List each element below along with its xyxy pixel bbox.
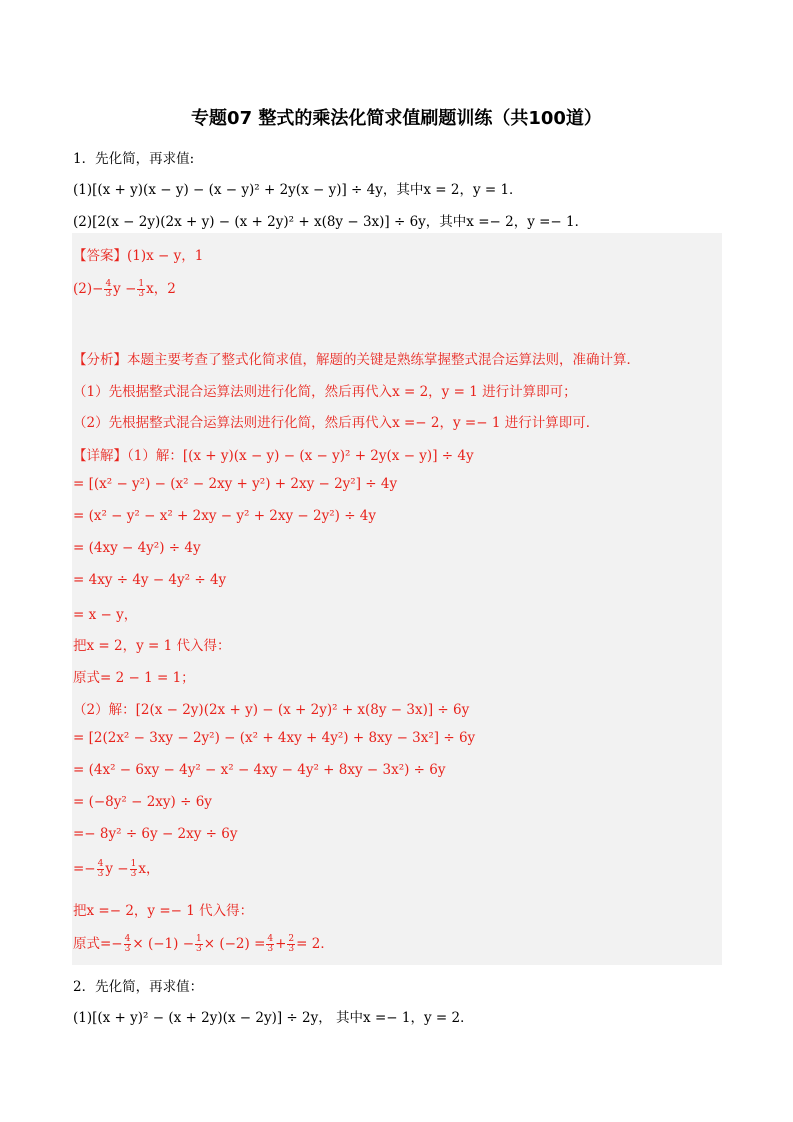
fraction-2-3: $\frac{2}{3}$	[288, 934, 295, 954]
fraction-4-3: $\frac{4}{3}$	[97, 859, 104, 879]
problem-2-part-1: (1)[(x + y)² − (x + 2y)(x − 2y)] ÷ 2y， 其中x =− 1，y = 2．	[73, 1010, 474, 1026]
answer-line-1: 【答案】(1)x − y，1	[73, 248, 204, 264]
detail-1-line-4: = (4xy − 4y²) ÷ 4y	[73, 540, 201, 556]
detail-2-line-2: = [2(2x² − 3xy − 2y²) − (x² + 4xy + 4y²) + 8xy − 3x²] ÷ 6y	[73, 730, 476, 746]
problem-1-heading: 1．先化简，再求值:	[73, 151, 195, 167]
fraction-1-3: $\frac{1}{3}$	[138, 279, 145, 299]
problem-2-heading: 2．先化简，再求值：	[73, 979, 204, 995]
detail-1-line-5: = 4xy ÷ 4y − 4y² ÷ 4y	[73, 572, 227, 588]
detail-2-line-1: （2）解：[2(x − 2y)(2x + y) − (x + 2y)² + x(8y − 3x)] ÷ 6y	[73, 702, 470, 718]
detail-1-line-8: 原式= 2 − 1 = 1；	[73, 670, 195, 686]
detail-2-line-5: =− 8y² ÷ 6y − 2xy ÷ 6y	[73, 826, 238, 842]
solution-box	[72, 233, 722, 965]
analysis-line-3: （2）先根据整式混合运算法则进行化简，然后再代入x =− 2，y =− 1 进行计算即可．	[73, 415, 600, 431]
analysis-line-1: 【分析】本题主要考查了整式化简求值，解题的关键是熟练掌握整式混合运算法则，准确计算．	[73, 352, 640, 368]
problem-1-part-2: (2)[2(x − 2y)(2x + y) − (x + 2y)² + x(8y − 3x)] ÷ 6y，其中x =− 2，y =− 1．	[73, 214, 589, 230]
answer-line-2-mid2: x，2	[146, 281, 176, 297]
fraction-4-3: $\frac{4}{3}$	[105, 279, 112, 299]
detail-2-line-7: 把x =− 2，y =− 1 代入得：	[73, 903, 254, 919]
detail-1-line-7: 把x = 2，y = 1 代入得：	[73, 638, 231, 654]
detail-2-line-6: =− $\frac{4}{3}$ y − $\frac{1}{3}$ x，	[73, 859, 160, 879]
detail-2-line-8: 原式=− $\frac{4}{3}$ × (−1) − $\frac{1}{3}$ × (−2) = $\frac{4}{3}$ + $\frac{2}{3}$ = 2．	[73, 934, 334, 954]
detail-1-line-2: = [(x² − y²) − (x² − 2xy + y²) + 2xy − 2y²] ÷ 4y	[73, 476, 398, 492]
fraction-4-3: $\frac{4}{3}$	[124, 934, 131, 954]
detail-1-line-3: = (x² − y² − x² + 2xy − y² + 2xy − 2y²) ÷ 4y	[73, 508, 377, 524]
answer-line-2	[73, 277, 176, 299]
detail-2-line-4: = (−8y² − 2xy) ÷ 6y	[73, 794, 212, 810]
detail-1-line-1: 【详解】（1）解：[(x + y)(x − y) − (x − y)² + 2y(x − y)] ÷ 4y	[73, 448, 474, 464]
detail-1-line-6: = x − y，	[73, 607, 138, 623]
answer-line-2-prefix: (2)−	[73, 281, 104, 297]
fraction-1-3: $\frac{1}{3}$	[130, 859, 137, 879]
problem-1-part-1: (1)[(x + y)(x − y) − (x − y)² + 2y(x − y)] ÷ 4y，其中x = 2，y = 1．	[73, 182, 523, 198]
analysis-line-2: （1）先根据整式混合运算法则进行化简，然后再代入x = 2，y = 1 进行计算即可；	[73, 384, 577, 400]
page-title: 专题07 整式的乘法化简求值刷题训练（共100道）	[191, 108, 602, 129]
fraction-4-3: $\frac{4}{3}$	[267, 934, 274, 954]
answer-line-2-mid1: y −	[113, 281, 137, 297]
fraction-1-3: $\frac{1}{3}$	[196, 934, 202, 954]
detail-2-line-3: = (4x² − 6xy − 4y² − x² − 4xy − 4y² + 8xy − 3x²) ÷ 6y	[73, 762, 446, 778]
